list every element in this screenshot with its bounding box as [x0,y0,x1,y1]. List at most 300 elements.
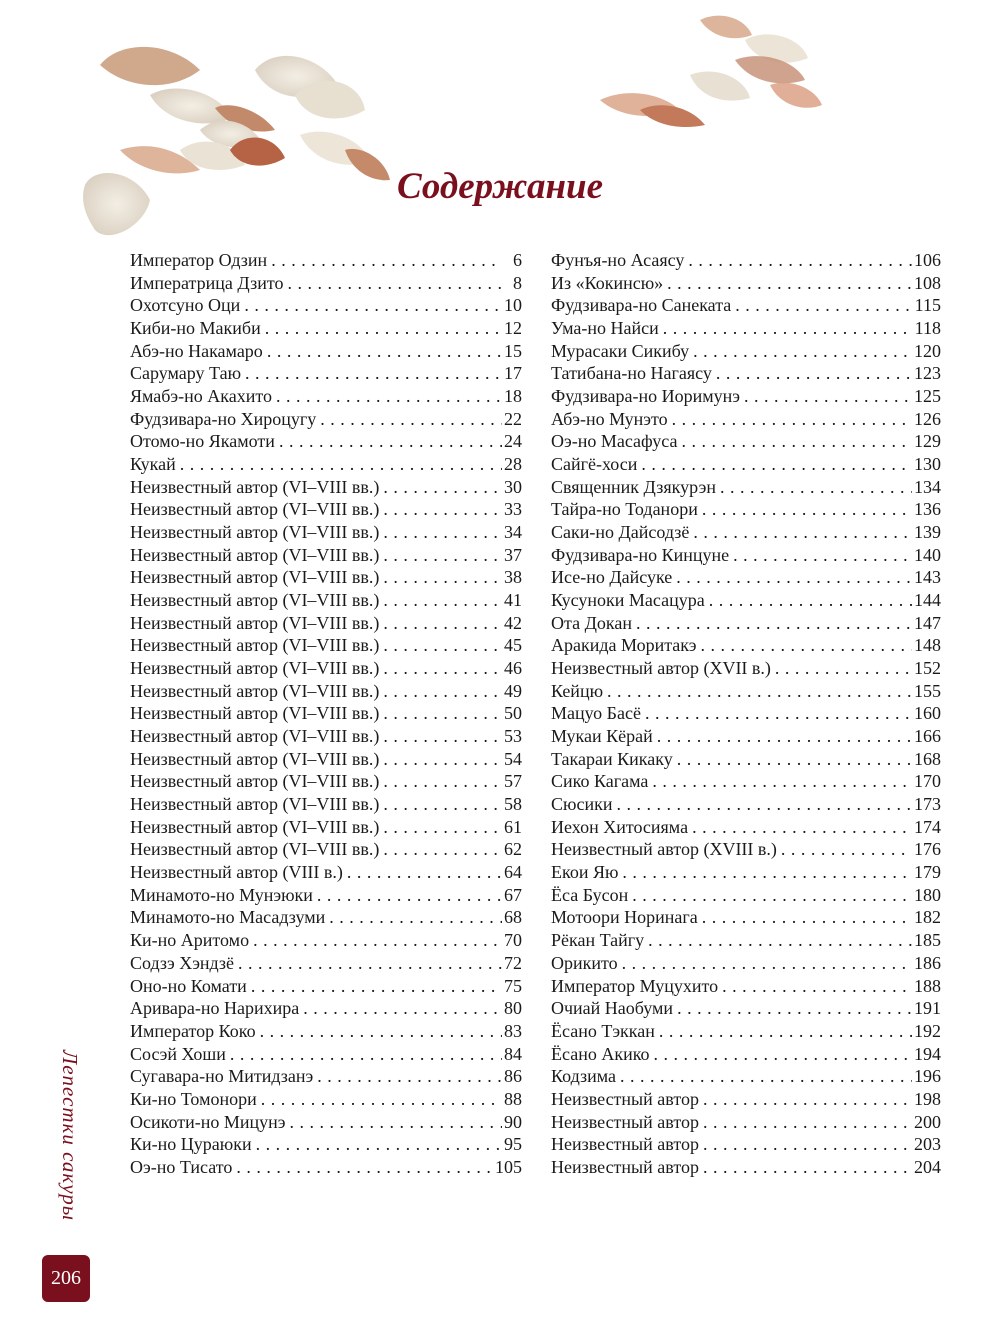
toc-leader-dots [383,544,502,567]
toc-leader-dots [383,634,502,657]
toc-entry-page: 174 [914,816,941,837]
toc-entry [130,770,522,793]
toc-entry-name: Сугавара-но Митидзанэ [130,1066,314,1087]
toc-entry-page: 152 [914,658,941,679]
toc-entry [130,1043,522,1066]
toc-entry [551,453,941,476]
toc-leader-dots [622,861,912,884]
toc-leader-dots [256,1133,502,1156]
toc-entry-page: 194 [914,1043,941,1064]
toc-leader-dots [645,702,912,725]
toc-leader-dots [701,634,912,657]
toc-leader-dots [616,793,912,816]
toc-entry-page: 88 [504,1088,522,1109]
toc-entry-name: Кусуноки Масацура [551,590,705,611]
toc-entry-name: Сайгё-хоси [551,454,638,475]
toc-entry-page: 203 [914,1134,941,1155]
toc-entry-page: 86 [504,1066,522,1087]
toc-entry [551,408,941,431]
toc-leader-dots [702,498,912,521]
toc-entry [130,884,522,907]
toc-entry-page: 143 [914,567,941,588]
toc-leader-dots [230,1043,502,1066]
toc-entry [551,1133,941,1156]
toc-entry-name: Очиай Наобуми [551,998,674,1019]
toc-entry-name: Неизвестный автор [551,1111,699,1132]
toc-entry [551,1111,941,1134]
toc-leader-dots [677,748,912,771]
toc-entry-name: Фудзивара-но Кинцуне [551,544,730,565]
toc-entry-name: Фунъя-но Асаясу [551,250,685,270]
toc-leader-dots [253,929,502,952]
toc-entry [130,929,522,952]
toc-leader-dots [703,1133,912,1156]
toc-leader-dots [383,589,502,612]
toc-entry-name: Неизвестный автор (XVIII в.) [551,839,777,860]
toc-entry-name: Неизвестный автор (VI–VIII вв.) [130,658,380,679]
toc-entry [551,906,941,929]
toc-leader-dots [672,408,912,431]
toc-leader-dots [622,952,912,975]
toc-entry-page: 136 [914,499,941,520]
toc-leader-dots [347,861,502,884]
toc-leader-dots [692,816,912,839]
toc-leader-dots [702,906,912,929]
toc-leader-dots [320,408,502,431]
toc-entry-page: 57 [504,771,522,792]
toc-leader-dots [632,884,912,907]
toc-entry [551,657,941,680]
toc-entry-page: 173 [914,794,941,815]
book-title-vertical: Лепестки сакуры [58,1050,82,1222]
toc-leader-dots [654,1043,912,1066]
toc-leader-dots [383,702,502,725]
toc-entry [130,838,522,861]
toc-entry-page: 148 [914,635,941,656]
toc-entry-name: Неизвестный автор (VI–VIII вв.) [130,612,380,633]
toc-entry [130,906,522,929]
toc-leader-dots [383,521,502,544]
toc-entry [130,997,522,1020]
toc-entry [551,544,941,567]
petal-shape [690,72,750,101]
toc-entry-page: 180 [914,884,941,905]
toc-entry [551,634,941,657]
toc-entry-name: Неизвестный автор [551,1156,699,1177]
toc-entry [130,1065,522,1088]
toc-entry-name: Отомо-но Якамоти [130,431,275,452]
sakura-illustration [0,0,1000,250]
toc-entry-page: 45 [504,635,522,656]
toc-entry-name: Неизвестный автор (VIII в.) [130,862,343,883]
toc-entry [551,997,941,1020]
toc-entry-page: 140 [914,544,941,565]
toc-entry [551,498,941,521]
toc-entry [551,861,941,884]
toc-leader-dots [733,544,912,567]
toc-entry-name: Императрица Дзито [130,272,284,293]
toc-entry-name: Екои Яю [551,862,619,883]
toc-leader-dots [276,385,502,408]
toc-entry-page: 24 [504,431,522,452]
toc-entry-page: 8 [513,272,522,293]
toc-entry [130,634,522,657]
toc-entry-page: 118 [914,318,941,339]
toc-leader-dots [383,566,502,589]
toc-leader-dots [383,838,502,861]
toc-entry-page: 192 [914,1020,941,1041]
toc-entry-page: 186 [914,952,941,973]
toc-leader-dots [279,430,502,453]
toc-entry [130,680,522,703]
petal-shape [150,88,232,123]
page-title: Содержание [396,166,604,207]
toc-entry [130,975,522,998]
toc-entry-name: Аракида Моритакэ [551,635,697,656]
toc-entry-name: Татибана-но Нагаясу [551,363,712,384]
toc-entry-page: 126 [914,408,941,429]
toc-leader-dots [383,793,502,816]
toc-entry-name: Фудзивара-но Санеката [551,295,732,316]
toc-entry-page: 134 [914,476,941,497]
toc-entry-page: 130 [914,454,941,475]
toc-leader-dots [317,884,502,907]
toc-leader-dots [703,1111,912,1134]
toc-entry-name: Оно-но Комати [130,975,247,996]
toc-leader-dots [648,929,912,952]
toc-entry [551,1156,941,1179]
toc-entry-page: 18 [504,386,522,407]
toc-entry-page: 49 [504,680,522,701]
toc-entry [551,249,941,272]
toc-entry [551,702,941,725]
toc-entry-page: 90 [504,1111,522,1132]
toc-entry [130,1156,522,1179]
toc-entry-name: Неизвестный автор (VI–VIII вв.) [130,590,380,611]
page-number-badge: 206 [42,1255,90,1302]
toc-entry [551,952,941,975]
toc-leader-dots [180,453,502,476]
toc-entry-name: Сосэй Хоши [130,1043,226,1064]
toc-entry-page: 125 [914,386,941,407]
toc-leader-dots [775,657,912,680]
toc-entry [130,1020,522,1043]
toc-entry-name: Неизвестный автор (VI–VIII вв.) [130,567,380,588]
toc-entry [130,498,522,521]
toc-entry-name: Неизвестный автор (VI–VIII вв.) [130,544,380,565]
toc-entry [551,884,941,907]
toc-entry-name: Священник Дзякурэн [551,476,716,497]
toc-leader-dots [267,340,502,363]
toc-entry-name: Тайра-но Тоданори [551,499,698,520]
toc-entry-page: 70 [504,930,522,951]
toc-entry [130,294,522,317]
toc-entry [130,249,522,272]
toc-entry-name: Император Муцухито [551,975,719,996]
toc-entry-name: Император Одзин [130,250,268,270]
toc-entry-name: Император Коко [130,1020,256,1041]
toc-entry-page: 50 [504,703,522,724]
toc-leader-dots [260,1020,502,1043]
toc-left-column [130,249,522,1179]
toc-leader-dots [667,272,912,295]
toc-leader-dots [261,1088,502,1111]
toc-entry-page: 75 [504,975,522,996]
toc-entry-page: 10 [504,295,522,316]
toc-entry-page: 160 [914,703,941,724]
toc-entry-name: Оэ-но Масафуса [551,431,678,452]
toc-entry-page: 170 [914,771,941,792]
toc-entry-name: Мурасаки Сикибу [551,340,690,361]
toc-entry-name: Фудзивара-но Хироцугу [130,408,317,429]
toc-entry-page: 166 [914,726,941,747]
toc-leader-dots [659,1020,912,1043]
toc-leader-dots [383,680,502,703]
toc-leader-dots [317,1065,502,1088]
toc-leader-dots [735,294,912,317]
toc-entry-page: 198 [914,1088,941,1109]
toc-entry [130,317,522,340]
toc-entry [130,340,522,363]
toc-leader-dots [703,1088,912,1111]
toc-leader-dots [693,521,912,544]
toc-entry-page: 68 [504,907,522,928]
toc-leader-dots [652,770,912,793]
toc-entry-page: 58 [504,794,522,815]
toc-entry [130,453,522,476]
toc-entry [551,793,941,816]
toc-entry-name: Неизвестный автор (VI–VIII вв.) [130,794,380,815]
toc-entry-page: 61 [504,816,522,837]
toc-entry [130,272,522,295]
toc-entry-name: Неизвестный автор (VI–VIII вв.) [130,726,380,747]
toc-entry-page: 22 [504,408,522,429]
toc-entry [551,612,941,635]
toc-entry [130,589,522,612]
toc-entry-name: Неизвестный автор (VI–VIII вв.) [130,476,380,497]
toc-entry [551,430,941,453]
toc-leader-dots [744,385,912,408]
toc-leader-dots [329,906,502,929]
toc-leader-dots [383,770,502,793]
toc-entry-page: 200 [914,1111,941,1132]
toc-entry-page: 80 [504,998,522,1019]
toc-entry [130,952,522,975]
toc-entry-name: Ума-но Найси [551,318,659,339]
toc-leader-dots [383,725,502,748]
toc-entry-name: Минамото-но Масадзуми [130,907,326,928]
toc-entry [130,793,522,816]
toc-entry-name: Ота Докан [551,612,632,633]
toc-leader-dots [720,476,912,499]
toc-leader-dots [251,975,502,998]
toc-entry-name: Ямабэ-но Акахито [130,386,272,407]
toc-leader-dots [383,816,502,839]
toc-entry [551,317,941,340]
toc-entry [551,340,941,363]
toc-leader-dots [641,453,912,476]
toc-entry-name: Киби-но Макиби [130,318,261,339]
toc-entry-name: Охотсуно Оци [130,295,241,316]
toc-leader-dots [289,1111,502,1134]
toc-leader-dots [383,498,502,521]
toc-entry-page: 83 [504,1020,522,1041]
toc-leader-dots [693,340,912,363]
leaf-shape [640,105,705,127]
toc-entry [551,1065,941,1088]
toc-entry-page: 17 [504,363,522,384]
toc-entry-page: 147 [914,612,941,633]
toc-entry [130,1088,522,1111]
toc-entry-name: Сюсики [551,794,613,815]
toc-entry [551,929,941,952]
toc-entry [130,408,522,431]
toc-entry-name: Неизвестный автор (VI–VIII вв.) [130,839,380,860]
toc-leader-dots [236,1156,493,1179]
toc-entry-page: 72 [504,952,522,973]
toc-entry [130,861,522,884]
toc-entry [130,566,522,589]
toc-entry-page: 179 [914,862,941,883]
toc-entry-page: 30 [504,476,522,497]
toc-entry-name: Сарумару Таю [130,363,242,384]
toc-entry-page: 41 [504,590,522,611]
toc-entry [130,657,522,680]
toc-entry-page: 12 [504,318,522,339]
toc-leader-dots [781,838,912,861]
toc-leader-dots [303,997,502,1020]
toc-entry-page: 155 [914,680,941,701]
toc-leader-dots [688,249,912,272]
toc-leader-dots [383,476,502,499]
toc-entry [551,272,941,295]
toc-entry-name: Минамото-но Мунэюки [130,884,313,905]
toc-entry [130,544,522,567]
petal-shape [770,83,822,108]
toc-entry [551,975,941,998]
toc-entry-name: Аривара-но Нарихира [130,998,300,1019]
toc-entry-page: 15 [504,340,522,361]
toc-entry-page: 105 [495,1156,522,1177]
toc-entry-page: 62 [504,839,522,860]
toc-entry-name: Иехон Хитосияма [551,816,689,837]
toc-entry-page: 106 [914,250,941,270]
toc-entry-name: Ёсано Тэккан [551,1020,655,1041]
toc-entry [130,1133,522,1156]
toc-entry [551,770,941,793]
toc-entry-name: Осикоти-но Мицунэ [130,1111,286,1132]
toc-leader-dots [677,997,912,1020]
toc-entry-name: Исе-но Дайсуке [551,567,673,588]
toc-entry-name: Абэ-но Накамаро [130,340,263,361]
toc-entry-name: Содзэ Хэндзё [130,952,235,973]
toc-entry [130,476,522,499]
toc-entry-page: 120 [914,340,941,361]
toc-leader-dots [383,657,502,680]
toc-entry-page: 28 [504,454,522,475]
toc-entry-name: Оэ-но Тисато [130,1156,233,1177]
toc-entry [551,1043,941,1066]
toc-leader-dots [265,317,502,340]
toc-entry-name: Из «Кокинсю» [551,272,664,293]
toc-leader-dots [703,1156,912,1179]
toc-entry-page: 84 [504,1043,522,1064]
toc-entry [130,521,522,544]
toc-leader-dots [722,975,912,998]
toc-entry [551,1020,941,1043]
toc-leader-dots [271,249,502,272]
toc-entry-name: Неизвестный автор (VI–VIII вв.) [130,635,380,656]
toc-entry-page: 42 [504,612,522,633]
toc-entry-name: Кодзима [551,1066,616,1087]
toc-entry-page: 191 [914,998,941,1019]
toc-entry-name: Такараи Кикаку [551,748,673,769]
leaf-shape [100,47,200,85]
toc-entry-page: 144 [914,590,941,611]
toc-leader-dots [709,589,912,612]
toc-entry [551,362,941,385]
toc-entry-page: 115 [914,295,941,316]
toc-leader-dots [244,294,502,317]
toc-entry-page: 182 [914,907,941,928]
toc-leader-dots [245,362,502,385]
toc-entry [551,294,941,317]
toc-entry-page: 38 [504,567,522,588]
toc-entry [130,1111,522,1134]
toc-entry [551,521,941,544]
toc-entry-page: 95 [504,1134,522,1155]
toc-entry-page: 188 [914,975,941,996]
toc-entry-name: Ки-но Томонори [130,1088,257,1109]
toc-entry [551,838,941,861]
toc-entry [130,612,522,635]
toc-entry-page: 67 [504,884,522,905]
toc-entry-page: 53 [504,726,522,747]
toc-entry-name: Ёсано Акико [551,1043,650,1064]
leaf-shape [700,16,752,39]
toc-entry-name: Неизвестный автор (VI–VIII вв.) [130,522,380,543]
toc-entry-name: Фудзивара-но Иоримунэ [551,386,740,407]
toc-entry-name: Ки-но Аритомо [130,930,250,951]
toc-entry-name: Неизвестный автор (VI–VIII вв.) [130,816,380,837]
toc-entry-name: Неизвестный автор [551,1134,699,1155]
toc-entry-page: 139 [914,522,941,543]
toc-leader-dots [716,362,912,385]
toc-entry-page: 196 [914,1066,941,1087]
toc-entry [130,385,522,408]
toc-entry-name: Неизвестный автор (VI–VIII вв.) [130,680,380,701]
toc-entry-page: 176 [914,839,941,860]
toc-entry-name: Ки-но Цураюки [130,1134,252,1155]
toc-leader-dots [636,612,912,635]
toc-entry [130,725,522,748]
toc-entry [551,748,941,771]
toc-entry [130,430,522,453]
toc-leader-dots [607,680,912,703]
toc-entry-page: 185 [914,930,941,951]
toc-entry-page: 204 [914,1156,941,1177]
toc-entry-name: Неизвестный автор (XVII в.) [551,658,771,679]
toc-entry-page: 108 [914,272,941,293]
toc-right-column [551,249,941,1179]
toc-entry-name: Мотоори Норинага [551,907,698,928]
toc-leader-dots [238,952,502,975]
toc-entry-name: Неизвестный автор (VI–VIII вв.) [130,748,380,769]
toc-entry-page: 54 [504,748,522,769]
toc-entry-name: Ёса Бусон [551,884,629,905]
toc-entry-name: Неизвестный автор (VI–VIII вв.) [130,703,380,724]
toc-entry [130,702,522,725]
